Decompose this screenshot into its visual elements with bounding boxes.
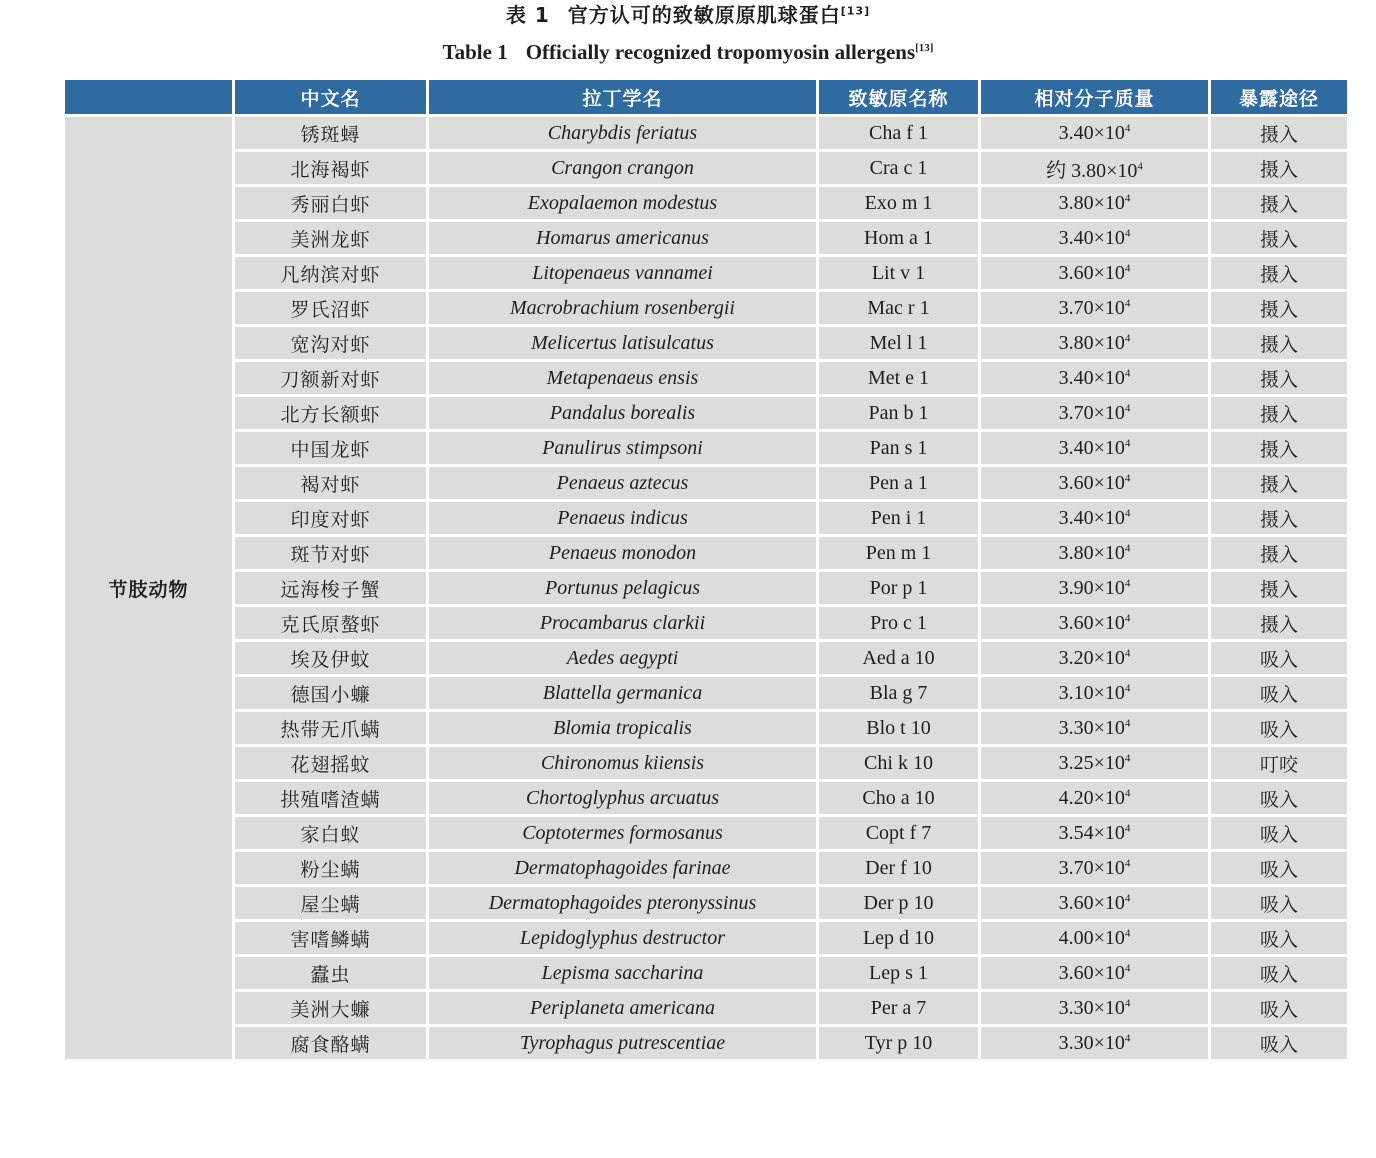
molecular-mass-exponent: 4 xyxy=(1124,121,1131,134)
molecular-mass-exponent: 4 xyxy=(1124,856,1131,869)
molecular-mass-cell xyxy=(980,291,1210,326)
molecular-mass-cell xyxy=(980,606,1210,641)
allergen-name-cell: Pro c 1 xyxy=(818,606,980,641)
molecular-mass-value: 3.70×10 xyxy=(1058,296,1125,319)
latin-name-cell: Metapenaeus ensis xyxy=(428,361,818,396)
molecular-mass-value: 3.40×10 xyxy=(1058,506,1125,529)
molecular-mass-cell xyxy=(980,676,1210,711)
table-row xyxy=(64,711,1349,746)
molecular-mass-value: 3.30×10 xyxy=(1058,1031,1125,1054)
table-row xyxy=(64,151,1349,186)
allergen-name-cell: Por p 1 xyxy=(818,571,980,606)
chinese-name-cell: 罗氏沼虾 xyxy=(234,291,428,326)
table-row xyxy=(64,361,1349,396)
exposure-route-cell: 吸入 xyxy=(1210,991,1349,1026)
molecular-mass-cell xyxy=(980,991,1210,1026)
chinese-name-cell: 宽沟对虾 xyxy=(234,326,428,361)
chinese-name-cell: 花翅摇蚊 xyxy=(234,746,428,781)
latin-name-cell: Procambarus clarkii xyxy=(428,606,818,641)
molecular-mass-exponent: 4 xyxy=(1124,716,1131,729)
chinese-name-cell: 中国龙虾 xyxy=(234,431,428,466)
molecular-mass-cell xyxy=(980,501,1210,536)
latin-name-cell: Coptotermes formosanus xyxy=(428,816,818,851)
exposure-route-cell: 摄入 xyxy=(1210,186,1349,221)
allergen-name-cell: Cha f 1 xyxy=(818,116,980,151)
allergen-name-cell: Pen m 1 xyxy=(818,536,980,571)
molecular-mass-cell xyxy=(980,746,1210,781)
table-row xyxy=(64,326,1349,361)
table-row xyxy=(64,606,1349,641)
exposure-route-cell: 摄入 xyxy=(1210,571,1349,606)
table-row xyxy=(64,886,1349,921)
allergen-name-cell: Copt f 7 xyxy=(818,816,980,851)
latin-name-cell: Dermatophagoides pteronyssinus xyxy=(428,886,818,921)
allergen-name-cell: Per a 7 xyxy=(818,991,980,1026)
molecular-mass-cell xyxy=(980,361,1210,396)
molecular-mass-cell xyxy=(980,781,1210,816)
latin-name-cell: Blattella germanica xyxy=(428,676,818,711)
molecular-mass-value: 3.90×10 xyxy=(1058,576,1125,599)
exposure-route-cell: 吸入 xyxy=(1210,711,1349,746)
molecular-mass-exponent: 4 xyxy=(1124,436,1131,449)
caption-en-label: Table 1 xyxy=(442,40,508,64)
table-header xyxy=(64,79,1349,116)
allergen-name-cell: Cra c 1 xyxy=(818,151,980,186)
chinese-name-cell: 褐对虾 xyxy=(234,466,428,501)
molecular-mass-exponent: 4 xyxy=(1124,646,1131,659)
molecular-mass-value: 3.70×10 xyxy=(1058,401,1125,424)
exposure-route-cell: 吸入 xyxy=(1210,1026,1349,1061)
molecular-mass-value: 3.25×10 xyxy=(1058,751,1125,774)
chinese-name-cell: 克氏原螯虾 xyxy=(234,606,428,641)
exposure-route-cell: 摄入 xyxy=(1210,151,1349,186)
latin-name-cell: Dermatophagoides farinae xyxy=(428,851,818,886)
exposure-route-cell: 吸入 xyxy=(1210,956,1349,991)
molecular-mass-value: 3.80×10 xyxy=(1058,331,1125,354)
table-row xyxy=(64,536,1349,571)
chinese-name-cell: 印度对虾 xyxy=(234,501,428,536)
table-row xyxy=(64,746,1349,781)
chinese-name-cell: 远海梭子蟹 xyxy=(234,571,428,606)
chinese-name-cell: 埃及伊蚊 xyxy=(234,641,428,676)
exposure-route-cell: 吸入 xyxy=(1210,816,1349,851)
table-row xyxy=(64,291,1349,326)
latin-name-cell: Portunus pelagicus xyxy=(428,571,818,606)
category-cell: 节肢动物 xyxy=(64,116,234,1061)
molecular-mass-cell xyxy=(980,816,1210,851)
allergen-name-cell: Mac r 1 xyxy=(818,291,980,326)
exposure-route-cell: 摄入 xyxy=(1210,466,1349,501)
chinese-name-cell: 凡纳滨对虾 xyxy=(234,256,428,291)
table-row xyxy=(64,116,1349,151)
caption-cn-reference: [13] xyxy=(840,4,871,18)
exposure-route-cell: 摄入 xyxy=(1210,536,1349,571)
exposure-route-cell: 摄入 xyxy=(1210,326,1349,361)
molecular-mass-value: 3.60×10 xyxy=(1058,961,1125,984)
table-caption-chinese xyxy=(0,0,1376,32)
table-row xyxy=(64,641,1349,676)
table-row xyxy=(64,921,1349,956)
latin-name-cell: Periplaneta americana xyxy=(428,991,818,1026)
exposure-route-cell: 摄入 xyxy=(1210,361,1349,396)
header-chinese-name: 中文名 xyxy=(234,79,428,116)
molecular-mass-exponent: 4 xyxy=(1124,226,1131,239)
molecular-mass-exponent: 4 xyxy=(1124,961,1131,974)
molecular-mass-cell xyxy=(980,466,1210,501)
latin-name-cell: Pandalus borealis xyxy=(428,396,818,431)
molecular-mass-cell xyxy=(980,256,1210,291)
allergen-name-cell: Der p 10 xyxy=(818,886,980,921)
molecular-mass-cell xyxy=(980,956,1210,991)
table-row xyxy=(64,1026,1349,1061)
molecular-mass-value: 3.60×10 xyxy=(1058,261,1125,284)
chinese-name-cell: 拱殖嗜渣螨 xyxy=(234,781,428,816)
molecular-mass-value: 3.40×10 xyxy=(1058,436,1125,459)
exposure-route-cell: 吸入 xyxy=(1210,781,1349,816)
table-row xyxy=(64,781,1349,816)
chinese-name-cell: 热带无爪螨 xyxy=(234,711,428,746)
molecular-mass-value: 4.20×10 xyxy=(1058,786,1125,809)
chinese-name-cell: 德国小蠊 xyxy=(234,676,428,711)
molecular-mass-value: 3.30×10 xyxy=(1058,716,1125,739)
exposure-route-cell: 吸入 xyxy=(1210,851,1349,886)
allergen-name-cell: Hom a 1 xyxy=(818,221,980,256)
latin-name-cell: Melicertus latisulcatus xyxy=(428,326,818,361)
molecular-mass-cell xyxy=(980,641,1210,676)
chinese-name-cell: 北方长额虾 xyxy=(234,396,428,431)
exposure-route-cell: 吸入 xyxy=(1210,886,1349,921)
molecular-mass-value: 3.10×10 xyxy=(1058,681,1125,704)
molecular-mass-exponent: 4 xyxy=(1137,159,1143,172)
allergen-name-cell: Lep s 1 xyxy=(818,956,980,991)
molecular-mass-value: 3.20×10 xyxy=(1058,646,1125,669)
exposure-route-cell: 摄入 xyxy=(1210,116,1349,151)
allergen-name-cell: Tyr p 10 xyxy=(818,1026,980,1061)
latin-name-cell: Litopenaeus vannamei xyxy=(428,256,818,291)
header-latin-name: 拉丁学名 xyxy=(428,79,818,116)
latin-name-cell: Penaeus aztecus xyxy=(428,466,818,501)
molecular-mass-cell xyxy=(980,1026,1210,1061)
table-row xyxy=(64,431,1349,466)
caption-en-reference: [13] xyxy=(915,42,934,54)
exposure-route-cell: 摄入 xyxy=(1210,396,1349,431)
table-row xyxy=(64,501,1349,536)
molecular-mass-cell xyxy=(980,886,1210,921)
molecular-mass-value: 3.54×10 xyxy=(1058,821,1125,844)
exposure-route-cell: 摄入 xyxy=(1210,291,1349,326)
exposure-route-cell: 摄入 xyxy=(1210,256,1349,291)
exposure-route-cell: 吸入 xyxy=(1210,921,1349,956)
latin-name-cell: Penaeus monodon xyxy=(428,536,818,571)
chinese-name-cell: 斑节对虾 xyxy=(234,536,428,571)
latin-name-cell: Penaeus indicus xyxy=(428,501,818,536)
molecular-mass-value: 3.40×10 xyxy=(1058,366,1125,389)
latin-name-cell: Chortoglyphus arcuatus xyxy=(428,781,818,816)
allergen-name-cell: Der f 10 xyxy=(818,851,980,886)
chinese-name-cell: 锈斑蟳 xyxy=(234,116,428,151)
allergen-name-cell: Bla g 7 xyxy=(818,676,980,711)
caption-cn-label: 表 1 xyxy=(505,3,550,27)
table-row xyxy=(64,256,1349,291)
molecular-mass-exponent: 4 xyxy=(1124,331,1131,344)
molecular-mass-cell xyxy=(980,116,1210,151)
header-allergen-name: 致敏原名称 xyxy=(818,79,980,116)
molecular-mass-value: 3.80×10 xyxy=(1058,541,1125,564)
molecular-mass-exponent: 4 xyxy=(1124,786,1131,799)
molecular-mass-cell xyxy=(980,151,1210,186)
allergen-name-cell: Exo m 1 xyxy=(818,186,980,221)
chinese-name-cell: 屋尘螨 xyxy=(234,886,428,921)
chinese-name-cell: 刀额新对虾 xyxy=(234,361,428,396)
molecular-mass-value: 4.00×10 xyxy=(1058,926,1125,949)
table-row xyxy=(64,466,1349,501)
chinese-name-cell: 粉尘螨 xyxy=(234,851,428,886)
table-row xyxy=(64,676,1349,711)
exposure-route-cell: 叮咬 xyxy=(1210,746,1349,781)
latin-name-cell: Chironomus kiiensis xyxy=(428,746,818,781)
molecular-mass-cell xyxy=(980,221,1210,256)
table-row xyxy=(64,571,1349,606)
header-blank xyxy=(64,79,234,116)
exposure-route-cell: 摄入 xyxy=(1210,606,1349,641)
table-row xyxy=(64,851,1349,886)
chinese-name-cell: 蠹虫 xyxy=(234,956,428,991)
molecular-mass-exponent: 4 xyxy=(1124,471,1131,484)
allergen-name-cell: Pen a 1 xyxy=(818,466,980,501)
molecular-mass-cell xyxy=(980,396,1210,431)
molecular-mass-cell xyxy=(980,186,1210,221)
exposure-route-cell: 吸入 xyxy=(1210,676,1349,711)
molecular-mass-cell xyxy=(980,711,1210,746)
molecular-mass-exponent: 4 xyxy=(1124,401,1131,414)
allergen-name-cell: Pan b 1 xyxy=(818,396,980,431)
allergen-name-cell: Pan s 1 xyxy=(818,431,980,466)
allergen-name-cell: Met e 1 xyxy=(818,361,980,396)
molecular-mass-exponent: 4 xyxy=(1124,681,1131,694)
chinese-name-cell: 家白蚁 xyxy=(234,816,428,851)
molecular-mass-cell xyxy=(980,851,1210,886)
latin-name-cell: Exopalaemon modestus xyxy=(428,186,818,221)
header-row xyxy=(64,79,1349,116)
allergen-name-cell: Aed a 10 xyxy=(818,641,980,676)
exposure-route-cell: 吸入 xyxy=(1210,641,1349,676)
exposure-route-cell: 摄入 xyxy=(1210,501,1349,536)
table-caption-english xyxy=(0,34,1376,70)
latin-name-cell: Homarus americanus xyxy=(428,221,818,256)
molecular-mass-exponent: 4 xyxy=(1124,611,1131,624)
molecular-mass-value: 3.30×10 xyxy=(1058,996,1125,1019)
allergen-name-cell: Blo t 10 xyxy=(818,711,980,746)
chinese-name-cell: 北海褐虾 xyxy=(234,151,428,186)
latin-name-cell: Lepisma saccharina xyxy=(428,956,818,991)
table-row xyxy=(64,991,1349,1026)
table-row xyxy=(64,956,1349,991)
chinese-name-cell: 腐食酪螨 xyxy=(234,1026,428,1061)
allergen-name-cell: Lep d 10 xyxy=(818,921,980,956)
latin-name-cell: Charybdis feriatus xyxy=(428,116,818,151)
latin-name-cell: Blomia tropicalis xyxy=(428,711,818,746)
tropomyosin-allergen-table xyxy=(62,77,1350,1062)
latin-name-cell: Tyrophagus putrescentiae xyxy=(428,1026,818,1061)
latin-name-cell: Macrobrachium rosenbergii xyxy=(428,291,818,326)
molecular-mass-cell xyxy=(980,571,1210,606)
allergen-name-cell: Pen i 1 xyxy=(818,501,980,536)
exposure-route-cell: 摄入 xyxy=(1210,431,1349,466)
molecular-mass-value: 3.80×10 xyxy=(1058,191,1125,214)
molecular-mass-cell xyxy=(980,326,1210,361)
molecular-mass-exponent: 4 xyxy=(1124,751,1131,764)
molecular-mass-value: 约 3.80×10 xyxy=(1046,159,1138,182)
molecular-mass-exponent: 4 xyxy=(1124,821,1131,834)
molecular-mass-exponent: 4 xyxy=(1124,191,1131,204)
chinese-name-cell: 害嗜鳞螨 xyxy=(234,921,428,956)
molecular-mass-exponent: 4 xyxy=(1124,576,1131,589)
molecular-mass-value: 3.60×10 xyxy=(1058,471,1125,494)
molecular-mass-exponent: 4 xyxy=(1124,296,1131,309)
molecular-mass-cell xyxy=(980,921,1210,956)
molecular-mass-exponent: 4 xyxy=(1124,891,1131,904)
latin-name-cell: Panulirus stimpsoni xyxy=(428,431,818,466)
molecular-mass-exponent: 4 xyxy=(1124,1031,1131,1044)
table-row xyxy=(64,186,1349,221)
molecular-mass-value: 3.60×10 xyxy=(1058,611,1125,634)
molecular-mass-cell xyxy=(980,536,1210,571)
molecular-mass-exponent: 4 xyxy=(1124,926,1131,939)
allergen-name-cell: Mel l 1 xyxy=(818,326,980,361)
molecular-mass-value: 3.70×10 xyxy=(1058,856,1125,879)
latin-name-cell: Crangon crangon xyxy=(428,151,818,186)
molecular-mass-exponent: 4 xyxy=(1124,996,1131,1009)
allergen-name-cell: Cho a 10 xyxy=(818,781,980,816)
latin-name-cell: Aedes aegypti xyxy=(428,641,818,676)
table-row xyxy=(64,396,1349,431)
chinese-name-cell: 秀丽白虾 xyxy=(234,186,428,221)
molecular-mass-exponent: 4 xyxy=(1124,506,1131,519)
molecular-mass-value: 3.60×10 xyxy=(1058,891,1125,914)
molecular-mass-exponent: 4 xyxy=(1124,261,1131,274)
allergen-name-cell: Lit v 1 xyxy=(818,256,980,291)
molecular-mass-value: 3.40×10 xyxy=(1058,226,1125,249)
caption-cn-title: 官方认可的致敏原原肌球蛋白 xyxy=(567,3,841,27)
exposure-route-cell: 摄入 xyxy=(1210,221,1349,256)
header-exposure-route: 暴露途径 xyxy=(1210,79,1349,116)
caption-en-title: Officially recognized tropomyosin allergens xyxy=(525,40,916,64)
chinese-name-cell: 美洲大蠊 xyxy=(234,991,428,1026)
chinese-name-cell: 美洲龙虾 xyxy=(234,221,428,256)
allergen-name-cell: Chi k 10 xyxy=(818,746,980,781)
molecular-mass-value: 3.40×10 xyxy=(1058,121,1125,144)
table-row xyxy=(64,221,1349,256)
table-row xyxy=(64,816,1349,851)
latin-name-cell: Lepidoglyphus destructor xyxy=(428,921,818,956)
table-body xyxy=(64,116,1349,1061)
molecular-mass-cell xyxy=(980,431,1210,466)
molecular-mass-exponent: 4 xyxy=(1124,366,1131,379)
header-molecular-mass: 相对分子质量 xyxy=(980,79,1210,116)
molecular-mass-exponent: 4 xyxy=(1124,541,1131,554)
